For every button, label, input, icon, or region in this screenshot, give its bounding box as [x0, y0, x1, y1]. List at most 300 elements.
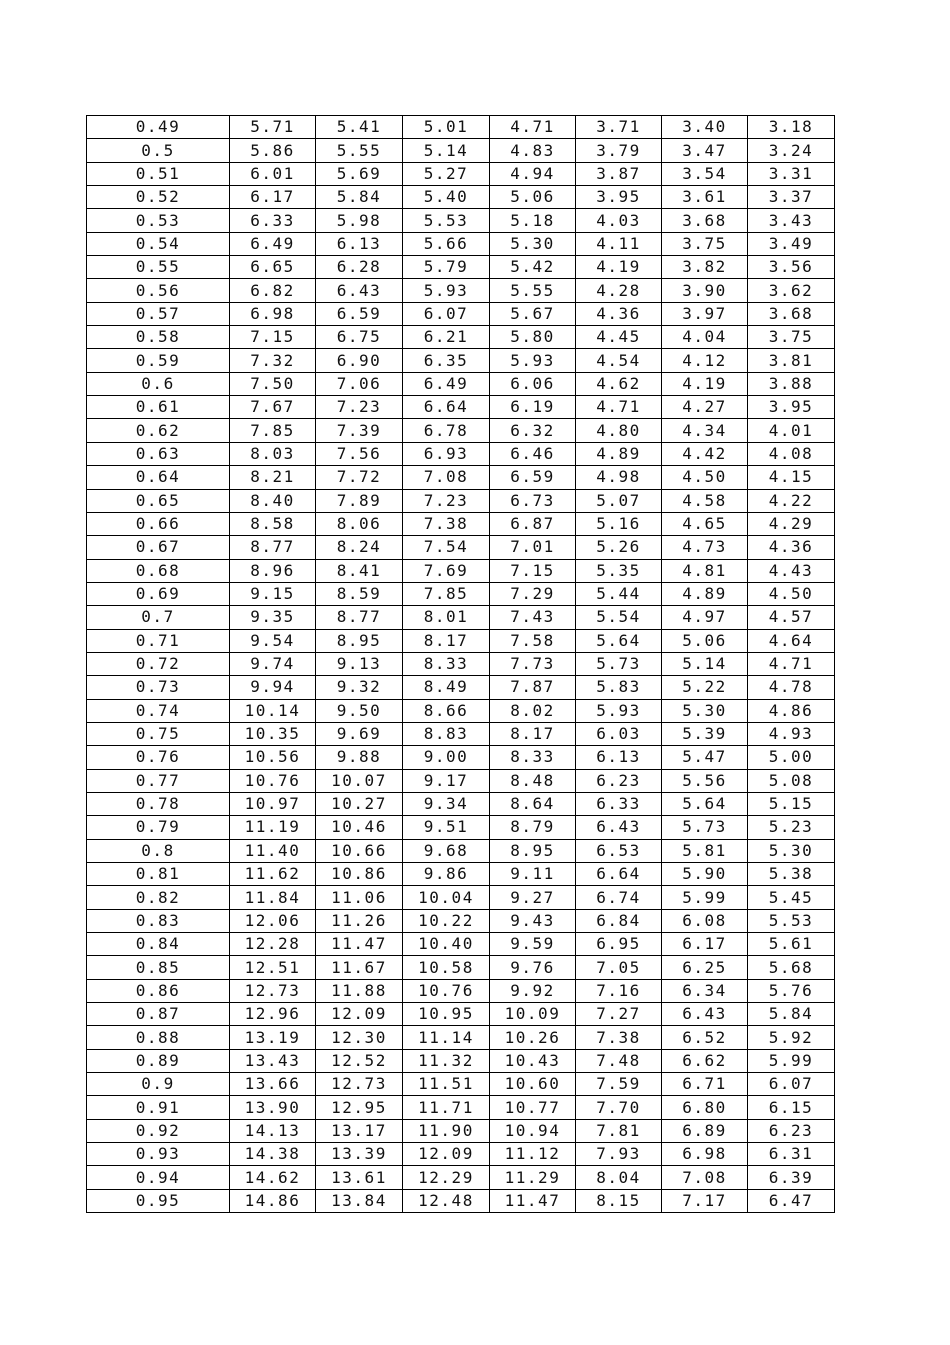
table-cell-value[interactable]: 12.28: [230, 933, 316, 956]
table-cell-value[interactable]: 7.05: [576, 956, 662, 979]
table-cell-value[interactable]: 6.80: [662, 1096, 748, 1119]
table-cell-key[interactable]: 0.63: [87, 442, 230, 465]
table-cell-value[interactable]: 6.43: [576, 816, 662, 839]
table-cell-value[interactable]: 4.71: [576, 396, 662, 419]
table-cell-key[interactable]: 0.58: [87, 326, 230, 349]
table-cell-value[interactable]: 8.77: [316, 606, 403, 629]
table-cell-value[interactable]: 6.23: [748, 1119, 835, 1142]
table-cell-value[interactable]: 7.85: [403, 582, 490, 605]
table-cell-value[interactable]: 5.83: [576, 676, 662, 699]
table-cell-value[interactable]: 5.84: [748, 1003, 835, 1026]
table-cell-value[interactable]: 4.28: [576, 279, 662, 302]
table-cell-value[interactable]: 5.35: [576, 559, 662, 582]
table-cell-value[interactable]: 6.98: [230, 302, 316, 325]
table-cell-value[interactable]: 6.89: [662, 1119, 748, 1142]
table-cell-key[interactable]: 0.78: [87, 792, 230, 815]
table-cell-value[interactable]: 8.17: [490, 722, 576, 745]
table-cell-value[interactable]: 11.29: [490, 1166, 576, 1189]
table-cell-value[interactable]: 6.64: [576, 863, 662, 886]
table-cell-value[interactable]: 7.17: [662, 1189, 748, 1212]
table-cell-value[interactable]: 5.93: [576, 699, 662, 722]
table-cell-value[interactable]: 3.88: [748, 372, 835, 395]
table-cell-value[interactable]: 9.35: [230, 606, 316, 629]
table-cell-value[interactable]: 6.13: [576, 746, 662, 769]
table-cell-value[interactable]: 13.66: [230, 1073, 316, 1096]
table-cell-value[interactable]: 4.11: [576, 232, 662, 255]
table-cell-value[interactable]: 11.47: [316, 933, 403, 956]
table-cell-value[interactable]: 10.58: [403, 956, 490, 979]
table-cell-value[interactable]: 10.76: [403, 979, 490, 1002]
table-cell-key[interactable]: 0.71: [87, 629, 230, 652]
table-cell-value[interactable]: 5.53: [403, 209, 490, 232]
table-cell-value[interactable]: 8.40: [230, 489, 316, 512]
table-cell-value[interactable]: 7.06: [316, 372, 403, 395]
table-cell-value[interactable]: 3.68: [748, 302, 835, 325]
table-cell-value[interactable]: 4.36: [748, 536, 835, 559]
table-cell-key[interactable]: 0.91: [87, 1096, 230, 1119]
table-cell-value[interactable]: 5.42: [490, 256, 576, 279]
table-cell-value[interactable]: 8.03: [230, 442, 316, 465]
table-cell-value[interactable]: 5.79: [403, 256, 490, 279]
table-cell-value[interactable]: 6.33: [576, 792, 662, 815]
table-cell-value[interactable]: 5.90: [662, 863, 748, 886]
table-cell-value[interactable]: 5.07: [576, 489, 662, 512]
table-cell-key[interactable]: 0.64: [87, 466, 230, 489]
table-cell-value[interactable]: 6.84: [576, 909, 662, 932]
table-cell-value[interactable]: 4.08: [748, 442, 835, 465]
table-cell-value[interactable]: 7.15: [230, 326, 316, 349]
table-cell-value[interactable]: 8.21: [230, 466, 316, 489]
table-cell-value[interactable]: 6.65: [230, 256, 316, 279]
table-cell-value[interactable]: 8.66: [403, 699, 490, 722]
table-cell-value[interactable]: 3.37: [748, 186, 835, 209]
table-cell-value[interactable]: 3.40: [662, 116, 748, 139]
table-cell-value[interactable]: 6.78: [403, 419, 490, 442]
table-cell-value[interactable]: 9.43: [490, 909, 576, 932]
table-cell-value[interactable]: 6.17: [230, 186, 316, 209]
table-cell-value[interactable]: 5.44: [576, 582, 662, 605]
table-cell-value[interactable]: 4.29: [748, 512, 835, 535]
table-cell-value[interactable]: 5.81: [662, 839, 748, 862]
table-cell-value[interactable]: 9.27: [490, 886, 576, 909]
table-cell-value[interactable]: 5.30: [662, 699, 748, 722]
table-cell-value[interactable]: 7.72: [316, 466, 403, 489]
table-cell-value[interactable]: 6.07: [403, 302, 490, 325]
table-cell-value[interactable]: 7.23: [316, 396, 403, 419]
table-cell-value[interactable]: 6.21: [403, 326, 490, 349]
table-cell-key[interactable]: 0.72: [87, 652, 230, 675]
table-cell-key[interactable]: 0.9: [87, 1073, 230, 1096]
table-cell-value[interactable]: 4.03: [576, 209, 662, 232]
table-cell-value[interactable]: 7.15: [490, 559, 576, 582]
table-cell-value[interactable]: 6.19: [490, 396, 576, 419]
table-cell-value[interactable]: 12.30: [316, 1026, 403, 1049]
table-cell-value[interactable]: 7.70: [576, 1096, 662, 1119]
table-cell-value[interactable]: 6.15: [748, 1096, 835, 1119]
table-cell-value[interactable]: 7.38: [576, 1026, 662, 1049]
table-cell-value[interactable]: 6.43: [316, 279, 403, 302]
table-cell-value[interactable]: 3.90: [662, 279, 748, 302]
table-cell-value[interactable]: 5.23: [748, 816, 835, 839]
table-cell-value[interactable]: 4.22: [748, 489, 835, 512]
table-cell-value[interactable]: 6.59: [316, 302, 403, 325]
table-cell-value[interactable]: 5.16: [576, 512, 662, 535]
table-cell-key[interactable]: 0.82: [87, 886, 230, 909]
table-cell-value[interactable]: 6.31: [748, 1143, 835, 1166]
table-cell-value[interactable]: 12.73: [316, 1073, 403, 1096]
table-cell-value[interactable]: 7.93: [576, 1143, 662, 1166]
table-cell-value[interactable]: 4.81: [662, 559, 748, 582]
table-cell-key[interactable]: 0.94: [87, 1166, 230, 1189]
table-cell-value[interactable]: 6.23: [576, 769, 662, 792]
table-cell-value[interactable]: 8.59: [316, 582, 403, 605]
table-cell-key[interactable]: 0.5: [87, 139, 230, 162]
table-cell-value[interactable]: 5.40: [403, 186, 490, 209]
table-cell-value[interactable]: 6.46: [490, 442, 576, 465]
table-cell-value[interactable]: 11.67: [316, 956, 403, 979]
table-cell-value[interactable]: 6.34: [662, 979, 748, 1002]
table-cell-value[interactable]: 8.83: [403, 722, 490, 745]
table-cell-value[interactable]: 7.59: [576, 1073, 662, 1096]
table-cell-key[interactable]: 0.68: [87, 559, 230, 582]
table-cell-key[interactable]: 0.93: [87, 1143, 230, 1166]
table-cell-value[interactable]: 4.04: [662, 326, 748, 349]
table-cell-value[interactable]: 8.06: [316, 512, 403, 535]
table-cell-value[interactable]: 4.71: [748, 652, 835, 675]
table-cell-value[interactable]: 6.87: [490, 512, 576, 535]
table-cell-value[interactable]: 7.85: [230, 419, 316, 442]
table-cell-value[interactable]: 6.64: [403, 396, 490, 419]
table-cell-value[interactable]: 5.93: [403, 279, 490, 302]
table-cell-value[interactable]: 9.17: [403, 769, 490, 792]
table-cell-key[interactable]: 0.67: [87, 536, 230, 559]
table-cell-value[interactable]: 7.89: [316, 489, 403, 512]
table-cell-value[interactable]: 6.39: [748, 1166, 835, 1189]
table-cell-value[interactable]: 7.27: [576, 1003, 662, 1026]
table-cell-value[interactable]: 6.52: [662, 1026, 748, 1049]
table-cell-value[interactable]: 6.82: [230, 279, 316, 302]
table-cell-value[interactable]: 6.53: [576, 839, 662, 862]
table-cell-value[interactable]: 6.59: [490, 466, 576, 489]
table-cell-value[interactable]: 8.95: [316, 629, 403, 652]
table-cell-value[interactable]: 9.69: [316, 722, 403, 745]
table-cell-value[interactable]: 4.89: [662, 582, 748, 605]
table-cell-key[interactable]: 0.86: [87, 979, 230, 1002]
table-cell-value[interactable]: 8.17: [403, 629, 490, 652]
table-cell-value[interactable]: 6.95: [576, 933, 662, 956]
table-cell-value[interactable]: 9.11: [490, 863, 576, 886]
table-cell-value[interactable]: 6.33: [230, 209, 316, 232]
table-cell-value[interactable]: 10.35: [230, 722, 316, 745]
table-cell-value[interactable]: 4.73: [662, 536, 748, 559]
table-cell-value[interactable]: 8.02: [490, 699, 576, 722]
table-cell-value[interactable]: 10.04: [403, 886, 490, 909]
table-cell-value[interactable]: 12.48: [403, 1189, 490, 1212]
table-cell-value[interactable]: 10.86: [316, 863, 403, 886]
table-cell-value[interactable]: 5.00: [748, 746, 835, 769]
table-cell-value[interactable]: 6.43: [662, 1003, 748, 1026]
table-cell-value[interactable]: 12.73: [230, 979, 316, 1002]
table-cell-value[interactable]: 4.78: [748, 676, 835, 699]
table-cell-value[interactable]: 3.95: [748, 396, 835, 419]
table-cell-value[interactable]: 6.74: [576, 886, 662, 909]
table-cell-key[interactable]: 0.51: [87, 162, 230, 185]
table-cell-value[interactable]: 5.15: [748, 792, 835, 815]
table-cell-value[interactable]: 11.12: [490, 1143, 576, 1166]
table-cell-value[interactable]: 4.89: [576, 442, 662, 465]
table-cell-value[interactable]: 10.77: [490, 1096, 576, 1119]
table-cell-value[interactable]: 7.54: [403, 536, 490, 559]
table-cell-value[interactable]: 5.38: [748, 863, 835, 886]
table-cell-value[interactable]: 7.43: [490, 606, 576, 629]
table-cell-value[interactable]: 4.97: [662, 606, 748, 629]
table-cell-value[interactable]: 6.28: [316, 256, 403, 279]
table-cell-value[interactable]: 4.34: [662, 419, 748, 442]
table-cell-value[interactable]: 6.06: [490, 372, 576, 395]
table-cell-value[interactable]: 12.96: [230, 1003, 316, 1026]
table-cell-value[interactable]: 5.64: [662, 792, 748, 815]
table-cell-value[interactable]: 3.95: [576, 186, 662, 209]
table-cell-value[interactable]: 4.57: [748, 606, 835, 629]
table-cell-value[interactable]: 6.32: [490, 419, 576, 442]
table-cell-value[interactable]: 7.39: [316, 419, 403, 442]
table-cell-value[interactable]: 5.66: [403, 232, 490, 255]
table-cell-value[interactable]: 6.01: [230, 162, 316, 185]
table-cell-value[interactable]: 11.19: [230, 816, 316, 839]
table-cell-value[interactable]: 6.62: [662, 1049, 748, 1072]
table-cell-value[interactable]: 5.14: [662, 652, 748, 675]
table-cell-value[interactable]: 10.56: [230, 746, 316, 769]
table-cell-value[interactable]: 8.77: [230, 536, 316, 559]
table-cell-value[interactable]: 8.49: [403, 676, 490, 699]
table-cell-value[interactable]: 9.59: [490, 933, 576, 956]
table-cell-key[interactable]: 0.53: [87, 209, 230, 232]
table-cell-value[interactable]: 3.79: [576, 139, 662, 162]
table-cell-value[interactable]: 8.33: [490, 746, 576, 769]
table-cell-value[interactable]: 4.98: [576, 466, 662, 489]
table-cell-value[interactable]: 9.54: [230, 629, 316, 652]
table-cell-key[interactable]: 0.65: [87, 489, 230, 512]
table-cell-value[interactable]: 10.27: [316, 792, 403, 815]
table-cell-value[interactable]: 5.73: [662, 816, 748, 839]
table-cell-value[interactable]: 6.75: [316, 326, 403, 349]
table-cell-value[interactable]: 5.93: [490, 349, 576, 372]
table-cell-value[interactable]: 11.71: [403, 1096, 490, 1119]
table-cell-value[interactable]: 8.96: [230, 559, 316, 582]
table-cell-value[interactable]: 13.19: [230, 1026, 316, 1049]
table-cell-value[interactable]: 4.12: [662, 349, 748, 372]
table-cell-value[interactable]: 4.62: [576, 372, 662, 395]
table-cell-key[interactable]: 0.8: [87, 839, 230, 862]
table-cell-value[interactable]: 5.92: [748, 1026, 835, 1049]
table-cell-value[interactable]: 4.65: [662, 512, 748, 535]
table-cell-value[interactable]: 3.18: [748, 116, 835, 139]
table-cell-value[interactable]: 5.61: [748, 933, 835, 956]
table-cell-value[interactable]: 9.00: [403, 746, 490, 769]
table-cell-value[interactable]: 9.50: [316, 699, 403, 722]
table-cell-value[interactable]: 5.30: [490, 232, 576, 255]
table-cell-value[interactable]: 5.76: [748, 979, 835, 1002]
table-cell-value[interactable]: 10.22: [403, 909, 490, 932]
table-cell-value[interactable]: 3.97: [662, 302, 748, 325]
table-cell-value[interactable]: 11.90: [403, 1119, 490, 1142]
table-cell-value[interactable]: 7.08: [403, 466, 490, 489]
table-cell-value[interactable]: 13.90: [230, 1096, 316, 1119]
table-cell-value[interactable]: 4.43: [748, 559, 835, 582]
table-cell-value[interactable]: 4.93: [748, 722, 835, 745]
table-cell-value[interactable]: 5.73: [576, 652, 662, 675]
table-cell-value[interactable]: 12.51: [230, 956, 316, 979]
table-cell-value[interactable]: 5.80: [490, 326, 576, 349]
table-cell-value[interactable]: 4.19: [576, 256, 662, 279]
table-cell-value[interactable]: 5.41: [316, 116, 403, 139]
table-cell-value[interactable]: 12.06: [230, 909, 316, 932]
table-cell-value[interactable]: 7.48: [576, 1049, 662, 1072]
table-cell-value[interactable]: 5.22: [662, 676, 748, 699]
table-cell-value[interactable]: 7.23: [403, 489, 490, 512]
table-cell-value[interactable]: 5.06: [490, 186, 576, 209]
table-cell-value[interactable]: 5.67: [490, 302, 576, 325]
table-cell-value[interactable]: 7.67: [230, 396, 316, 419]
table-cell-key[interactable]: 0.74: [87, 699, 230, 722]
table-cell-value[interactable]: 3.49: [748, 232, 835, 255]
table-cell-value[interactable]: 7.16: [576, 979, 662, 1002]
table-cell-key[interactable]: 0.88: [87, 1026, 230, 1049]
table-cell-value[interactable]: 8.15: [576, 1189, 662, 1212]
table-cell-value[interactable]: 5.27: [403, 162, 490, 185]
table-cell-value[interactable]: 10.14: [230, 699, 316, 722]
table-cell-key[interactable]: 0.61: [87, 396, 230, 419]
table-cell-value[interactable]: 5.54: [576, 606, 662, 629]
table-cell-value[interactable]: 4.36: [576, 302, 662, 325]
table-cell-value[interactable]: 6.25: [662, 956, 748, 979]
table-cell-value[interactable]: 5.84: [316, 186, 403, 209]
table-cell-key[interactable]: 0.87: [87, 1003, 230, 1026]
table-cell-value[interactable]: 5.55: [490, 279, 576, 302]
table-cell-value[interactable]: 12.09: [403, 1143, 490, 1166]
table-cell-value[interactable]: 5.39: [662, 722, 748, 745]
table-cell-value[interactable]: 4.80: [576, 419, 662, 442]
table-cell-value[interactable]: 7.87: [490, 676, 576, 699]
table-cell-value[interactable]: 5.08: [748, 769, 835, 792]
table-cell-value[interactable]: 9.32: [316, 676, 403, 699]
table-cell-value[interactable]: 10.09: [490, 1003, 576, 1026]
table-cell-value[interactable]: 5.01: [403, 116, 490, 139]
table-cell-key[interactable]: 0.76: [87, 746, 230, 769]
table-cell-value[interactable]: 11.62: [230, 863, 316, 886]
table-cell-value[interactable]: 13.84: [316, 1189, 403, 1212]
table-cell-value[interactable]: 6.47: [748, 1189, 835, 1212]
table-cell-value[interactable]: 14.86: [230, 1189, 316, 1212]
table-cell-key[interactable]: 0.73: [87, 676, 230, 699]
table-cell-value[interactable]: 13.43: [230, 1049, 316, 1072]
table-cell-value[interactable]: 5.45: [748, 886, 835, 909]
table-cell-value[interactable]: 3.31: [748, 162, 835, 185]
table-cell-value[interactable]: 13.61: [316, 1166, 403, 1189]
table-cell-value[interactable]: 7.29: [490, 582, 576, 605]
table-cell-value[interactable]: 8.58: [230, 512, 316, 535]
table-cell-key[interactable]: 0.95: [87, 1189, 230, 1212]
table-cell-value[interactable]: 5.99: [748, 1049, 835, 1072]
table-cell-value[interactable]: 4.45: [576, 326, 662, 349]
table-cell-value[interactable]: 11.84: [230, 886, 316, 909]
table-cell-value[interactable]: 9.13: [316, 652, 403, 675]
table-cell-value[interactable]: 10.26: [490, 1026, 576, 1049]
table-cell-value[interactable]: 4.15: [748, 466, 835, 489]
table-cell-key[interactable]: 0.57: [87, 302, 230, 325]
table-cell-value[interactable]: 4.50: [748, 582, 835, 605]
table-cell-value[interactable]: 14.62: [230, 1166, 316, 1189]
table-cell-value[interactable]: 8.48: [490, 769, 576, 792]
table-cell-value[interactable]: 6.35: [403, 349, 490, 372]
table-cell-value[interactable]: 4.71: [490, 116, 576, 139]
table-cell-value[interactable]: 7.08: [662, 1166, 748, 1189]
table-cell-key[interactable]: 0.52: [87, 186, 230, 209]
table-cell-value[interactable]: 7.50: [230, 372, 316, 395]
table-cell-value[interactable]: 3.82: [662, 256, 748, 279]
table-cell-key[interactable]: 0.69: [87, 582, 230, 605]
table-cell-value[interactable]: 5.53: [748, 909, 835, 932]
table-cell-value[interactable]: 7.32: [230, 349, 316, 372]
table-cell-value[interactable]: 5.06: [662, 629, 748, 652]
table-cell-value[interactable]: 3.61: [662, 186, 748, 209]
table-cell-key[interactable]: 0.55: [87, 256, 230, 279]
table-cell-value[interactable]: 13.39: [316, 1143, 403, 1166]
table-cell-value[interactable]: 11.40: [230, 839, 316, 862]
table-cell-value[interactable]: 11.06: [316, 886, 403, 909]
table-cell-value[interactable]: 7.73: [490, 652, 576, 675]
table-cell-value[interactable]: 9.92: [490, 979, 576, 1002]
table-cell-value[interactable]: 9.74: [230, 652, 316, 675]
table-cell-value[interactable]: 8.33: [403, 652, 490, 675]
table-cell-value[interactable]: 8.24: [316, 536, 403, 559]
table-cell-value[interactable]: 10.94: [490, 1119, 576, 1142]
table-cell-key[interactable]: 0.85: [87, 956, 230, 979]
table-cell-key[interactable]: 0.92: [87, 1119, 230, 1142]
table-cell-value[interactable]: 10.97: [230, 792, 316, 815]
table-cell-value[interactable]: 3.54: [662, 162, 748, 185]
table-cell-value[interactable]: 6.71: [662, 1073, 748, 1096]
table-cell-value[interactable]: 3.43: [748, 209, 835, 232]
table-cell-value[interactable]: 6.08: [662, 909, 748, 932]
table-cell-value[interactable]: 4.50: [662, 466, 748, 489]
table-cell-value[interactable]: 7.81: [576, 1119, 662, 1142]
table-cell-value[interactable]: 8.41: [316, 559, 403, 582]
table-cell-key[interactable]: 0.54: [87, 232, 230, 255]
table-cell-value[interactable]: 11.88: [316, 979, 403, 1002]
table-cell-value[interactable]: 8.64: [490, 792, 576, 815]
table-cell-value[interactable]: 5.99: [662, 886, 748, 909]
table-cell-value[interactable]: 9.94: [230, 676, 316, 699]
table-cell-value[interactable]: 3.75: [748, 326, 835, 349]
table-cell-value[interactable]: 6.49: [230, 232, 316, 255]
table-cell-value[interactable]: 5.30: [748, 839, 835, 862]
table-cell-value[interactable]: 3.47: [662, 139, 748, 162]
table-cell-value[interactable]: 5.69: [316, 162, 403, 185]
table-cell-value[interactable]: 4.58: [662, 489, 748, 512]
table-cell-value[interactable]: 5.86: [230, 139, 316, 162]
table-cell-value[interactable]: 3.81: [748, 349, 835, 372]
table-cell-value[interactable]: 5.68: [748, 956, 835, 979]
table-cell-value[interactable]: 4.19: [662, 372, 748, 395]
table-cell-value[interactable]: 5.18: [490, 209, 576, 232]
table-cell-value[interactable]: 10.43: [490, 1049, 576, 1072]
table-cell-value[interactable]: 8.95: [490, 839, 576, 862]
table-cell-value[interactable]: 10.60: [490, 1073, 576, 1096]
table-cell-value[interactable]: 10.95: [403, 1003, 490, 1026]
table-cell-key[interactable]: 0.84: [87, 933, 230, 956]
table-cell-value[interactable]: 5.56: [662, 769, 748, 792]
